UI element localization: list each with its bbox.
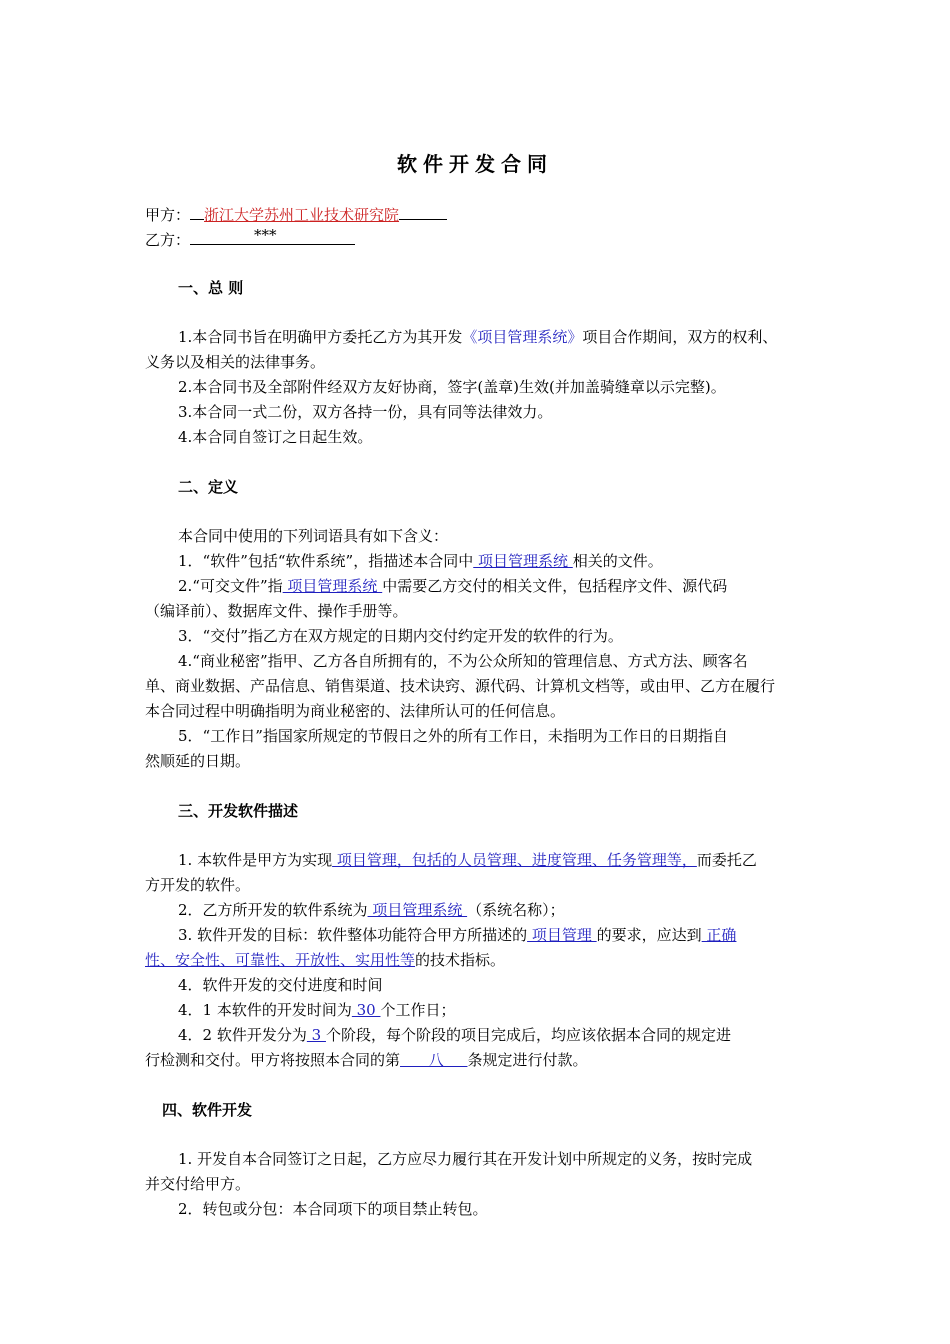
s2-d4-line3: 本合同过程中明确指明为商业秘密的、法律所认可的任何信息。 [145,702,566,720]
s2-d2-text-c: 中需要乙方交付的相关文件，包括程序文件、源代码 [382,577,728,595]
s3-p3-quality-start: 正确 [701,926,737,944]
s2-d3: 3．“交付”指乙方在双方规定的日期内交付约定开发的软件的行为。 [178,627,623,645]
party-a-blank-right [399,201,447,220]
s4-p1-line2: 并交付给甲方。 [145,1175,251,1193]
s2-d2-text-a: 2.“可交文件”指 [178,577,283,595]
s3-p1-purpose: 项目管理，包括的人员管理、进度管理、任务管理等， [332,851,697,869]
s3-p1-line2: 方开发的软件。 [145,876,251,894]
s3-p3-line1 [145,923,848,948]
s3-p3-text-c: 的要求，应达到 [596,926,702,944]
s1-p4: 4.本合同自签订之日起生效。 [178,428,373,446]
party-b-blank [190,226,355,245]
s3-p3-text-a: 3. 软件开发的目标：软件整体功能符合甲方所描述的 [178,926,528,944]
s3-p2-text-a: 2．乙方所开发的软件系统为 [178,901,368,919]
section-2-heading: 二、定义 [178,478,239,496]
s1-p2: 2.本合同书及全部附件经双方友好协商，签字(盖章)生效(并加盖骑缝章以示完整)。 [178,378,726,396]
s3-p3-line2 [145,948,815,973]
s2-d1-text-a: 1．“软件”包括“软件系统”，指描述本合同中 [178,552,474,570]
s3-p42-text-d: 行检测和交付。甲方将按照本合同的第 [145,1051,401,1069]
s2-d4-line2: 单、商业数据、产品信息、销售渠道、技术诀窍、源代码、计算机文档等，或由甲、乙方在履行 [145,677,776,695]
s3-p42-line1 [145,1023,848,1048]
s4-p2: 2．转包或分包：本合同项下的项目禁止转包。 [178,1200,488,1218]
s3-p2-text-c: （系统名称）； [467,901,565,919]
s2-d1 [145,549,848,574]
s3-p41 [145,998,848,1023]
s3-p1-line1 [145,848,848,873]
s1-p1-line1 [145,325,848,350]
s1-p1-project-name: 《项目管理系统》 [462,328,583,346]
s2-d2-line1 [145,574,848,599]
party-b-name: *** [254,226,277,244]
s3-p42-clause: 八 [400,1051,468,1069]
s3-p4: 4．软件开发的交付进度和时间 [178,976,383,994]
s1-p1-text-c: 项目合作期间，双方的权利、 [582,328,778,346]
s4-p1-line1: 1. 开发自本合同签订之日起，乙方应尽力履行其在开发计划中所规定的义务，按时完成 [178,1150,753,1168]
s2-intro: 本合同中使用的下列词语具有如下含义： [178,527,449,545]
party-b-label: 乙方： [145,231,191,249]
s3-p2-system-name: 项目管理系统 [367,901,468,919]
s2-d4-line1: 4.“商业秘密”指甲、乙方各自所拥有的，不为公众所知的管理信息、方式方法、顾客名 [178,652,748,670]
s2-d5-line1: 5．“工作日”指国家所规定的节假日之外的所有工作日，未指明为工作日的日期指自 [178,727,728,745]
s3-p3-requirement: 项目管理 [527,926,597,944]
s2-d2-line2: （编译前）、数据库文件、操作手册等。 [145,602,408,620]
section-1-heading: 一、总 则 [178,279,244,297]
s3-p42-text-a: 4．2 软件开发分为 [178,1026,307,1044]
section-3-heading: 三、开发软件描述 [178,802,299,820]
s3-p42-text-f: 条规定进行付款。 [467,1051,588,1069]
party-a-line [145,201,815,228]
s3-p42-stages: 3 [306,1026,326,1044]
s3-p41-text-c: 个工作日； [380,1001,456,1019]
s3-p42-text-c: 个阶段，每个阶段的项目完成后，均应该依据本合同的规定进 [325,1026,731,1044]
party-a-blank-left [190,201,204,220]
s1-p3: 3.本合同一式二份，双方各持一份，具有同等法律效力。 [178,403,553,421]
section-4-heading: 四、软件开发 [162,1101,253,1119]
document-title: 软件开发合同 [397,152,553,176]
s2-d5-line2: 然顺延的日期。 [145,752,251,770]
s3-p3-quality-list: 性、安全性、可靠性、开放性、实用性等 [145,951,416,969]
s3-p42-line2 [145,1048,815,1073]
s1-p1-line2: 义务以及相关的法律事务。 [145,353,326,371]
s3-p41-days: 30 [351,1001,381,1019]
party-a-name: 浙江大学苏州工业技术研究院 [204,206,400,224]
party-b-line [145,226,815,253]
s2-d1-project-name: 项目管理系统 [473,552,573,570]
s3-p1-text-a: 1. 本软件是甲方为实现 [178,851,333,869]
s2-d2-project-name: 项目管理系统 [282,577,383,595]
s3-p3-text-f: 的技术指标。 [415,951,506,969]
s3-p41-text-a: 4．1 本软件的开发时间为 [178,1001,352,1019]
s3-p2 [145,898,848,923]
party-a-label: 甲方： [145,206,191,224]
s3-p1-text-c: 而委托乙 [696,851,757,869]
s1-p1-text-a: 1.本合同书旨在明确甲方委托乙方为其开发 [178,328,463,346]
s2-d1-text-c: 相关的文件。 [572,552,663,570]
